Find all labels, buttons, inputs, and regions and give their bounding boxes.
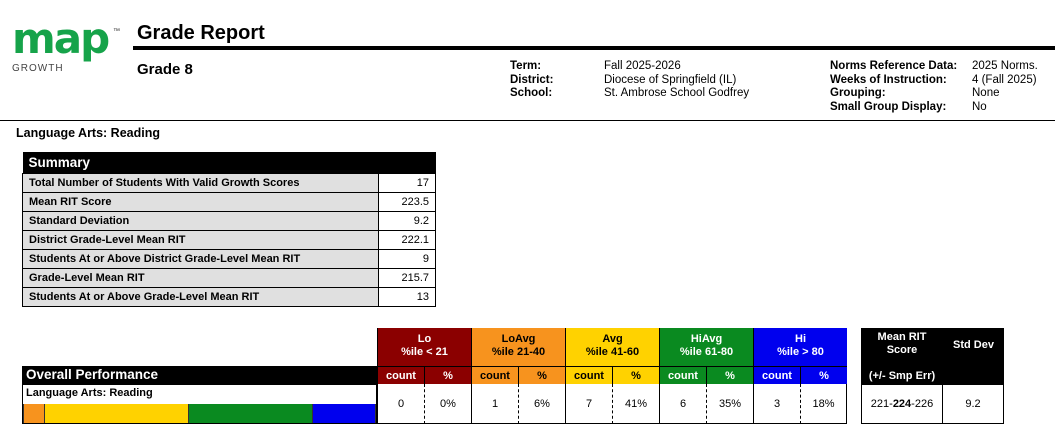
mean-rit-header-line2: Score bbox=[886, 344, 918, 356]
logo-subtitle: GROWTH bbox=[12, 63, 64, 74]
count-header: count bbox=[471, 366, 518, 384]
small-group-value: No bbox=[972, 100, 987, 113]
school-label: School: bbox=[510, 87, 553, 99]
band-count: 0 bbox=[377, 384, 424, 424]
count-header: count bbox=[377, 366, 424, 384]
summary-value: 9 bbox=[379, 250, 436, 269]
mean-rit-subheader: (+/- Smp Err) bbox=[868, 370, 936, 382]
summary-label: Mean RIT Score bbox=[23, 193, 379, 212]
mean-rit-value: 224 bbox=[892, 398, 912, 410]
map-logo: map bbox=[12, 14, 109, 63]
norms-label: Norms Reference Data: bbox=[830, 60, 958, 72]
band-header-4 bbox=[753, 328, 847, 366]
pct-header: % bbox=[424, 366, 471, 384]
band-name: Avg bbox=[602, 333, 623, 345]
std-dev-header: Std Dev bbox=[953, 339, 994, 351]
band-name: Lo bbox=[417, 333, 432, 345]
pct-header: % bbox=[800, 366, 847, 384]
band-range: %ile 41-60 bbox=[585, 346, 640, 358]
mean-rit-header-line1: Mean RIT bbox=[877, 331, 927, 343]
summary-label: Total Number of Students With Valid Growth Scores bbox=[23, 174, 379, 193]
band-count: 6 bbox=[659, 384, 706, 424]
band-range: %ile 61-80 bbox=[679, 346, 734, 358]
band-count: 1 bbox=[471, 384, 518, 424]
count-header: count bbox=[753, 366, 800, 384]
band-percent: 35% bbox=[706, 384, 753, 424]
pct-header: % bbox=[612, 366, 659, 384]
pct-header: % bbox=[706, 366, 753, 384]
mean-rit-high: -226 bbox=[911, 398, 934, 410]
band-header-3 bbox=[659, 328, 753, 366]
mean-rit-low: 221- bbox=[870, 398, 893, 410]
header-rule bbox=[133, 46, 1055, 50]
band-percent: 0% bbox=[424, 384, 471, 424]
meta-values-1 bbox=[604, 60, 749, 101]
band-percent: 41% bbox=[612, 384, 659, 424]
band-header-1 bbox=[471, 328, 565, 366]
subject-heading: Language Arts: Reading bbox=[16, 126, 160, 140]
table-row bbox=[23, 193, 436, 212]
page-title: Grade Report bbox=[137, 22, 265, 44]
district-value: Diocese of Springfield (IL) bbox=[604, 73, 737, 86]
section-rule bbox=[0, 120, 1055, 121]
performance-row-label: Language Arts: Reading bbox=[26, 387, 153, 399]
school-value: St. Ambrose School Godfrey bbox=[604, 87, 750, 99]
summary-heading: Summary bbox=[23, 152, 436, 174]
pct-header: % bbox=[518, 366, 565, 384]
band-range: %ile 21-40 bbox=[491, 346, 546, 358]
summary-label: Students At or Above Grade-Level Mean RIT bbox=[23, 288, 379, 307]
table-row bbox=[23, 250, 436, 269]
summary-value: 17 bbox=[379, 174, 436, 193]
weeks-label: Weeks of Instruction: bbox=[830, 73, 947, 86]
summary-value: 13 bbox=[379, 288, 436, 307]
grade-label: Grade 8 bbox=[137, 61, 193, 78]
summary-value: 222.1 bbox=[379, 231, 436, 250]
summary-value: 223.5 bbox=[379, 193, 436, 212]
band-percent: 6% bbox=[518, 384, 565, 424]
stacked-bar-segment-avg bbox=[45, 404, 189, 423]
term-label: Term: bbox=[510, 60, 542, 72]
band-name: Hi bbox=[795, 333, 806, 345]
mean-rit-header bbox=[861, 331, 943, 357]
band-header-2 bbox=[565, 328, 659, 366]
table-row bbox=[23, 288, 436, 307]
band-range: %ile < 21 bbox=[401, 346, 448, 358]
band-count: 7 bbox=[565, 384, 612, 424]
mean-rit-cell bbox=[861, 384, 943, 424]
norms-value: 2025 Norms. bbox=[972, 60, 1038, 72]
district-label: District: bbox=[510, 73, 554, 86]
band-percent: 18% bbox=[800, 384, 847, 424]
summary-table bbox=[22, 152, 436, 307]
summary-label: Standard Deviation bbox=[23, 212, 379, 231]
small-group-label: Small Group Display: bbox=[830, 100, 947, 113]
grouping-label: Grouping: bbox=[830, 87, 886, 99]
term-value: Fall 2025-2026 bbox=[604, 60, 681, 72]
summary-label: Students At or Above District Grade-Level Mean RIT bbox=[23, 250, 379, 269]
band-name: LoAvg bbox=[501, 333, 536, 345]
band-count: 3 bbox=[753, 384, 800, 424]
performance-row-label-cell bbox=[22, 384, 377, 424]
band-header-0 bbox=[377, 328, 471, 366]
count-header: count bbox=[565, 366, 612, 384]
table-row bbox=[23, 174, 436, 193]
weeks-value: 4 (Fall 2025) bbox=[972, 73, 1037, 86]
meta-values-2 bbox=[972, 60, 1038, 114]
summary-label: District Grade-Level Mean RIT bbox=[23, 231, 379, 250]
meta-labels-1 bbox=[510, 60, 553, 101]
summary-value: 215.7 bbox=[379, 269, 436, 288]
performance-stacked-bar bbox=[23, 404, 376, 423]
band-range: %ile > 80 bbox=[777, 346, 824, 358]
grouping-value: None bbox=[972, 87, 1000, 99]
meta-labels-2 bbox=[830, 60, 957, 114]
stacked-bar-segment-hiavg bbox=[189, 404, 312, 423]
stacked-bar-segment-loavg bbox=[24, 404, 45, 423]
table-row bbox=[23, 269, 436, 288]
std-dev-cell: 9.2 bbox=[943, 384, 1004, 424]
summary-label: Grade-Level Mean RIT bbox=[23, 269, 379, 288]
stacked-bar-segment-hi bbox=[313, 404, 376, 423]
overall-performance-heading: Overall Performance bbox=[22, 366, 377, 384]
table-row bbox=[23, 212, 436, 231]
table-row bbox=[23, 231, 436, 250]
band-name: HiAvg bbox=[690, 333, 723, 345]
logo-trademark: ™ bbox=[113, 28, 120, 35]
summary-value: 9.2 bbox=[379, 212, 436, 231]
count-header: count bbox=[659, 366, 706, 384]
